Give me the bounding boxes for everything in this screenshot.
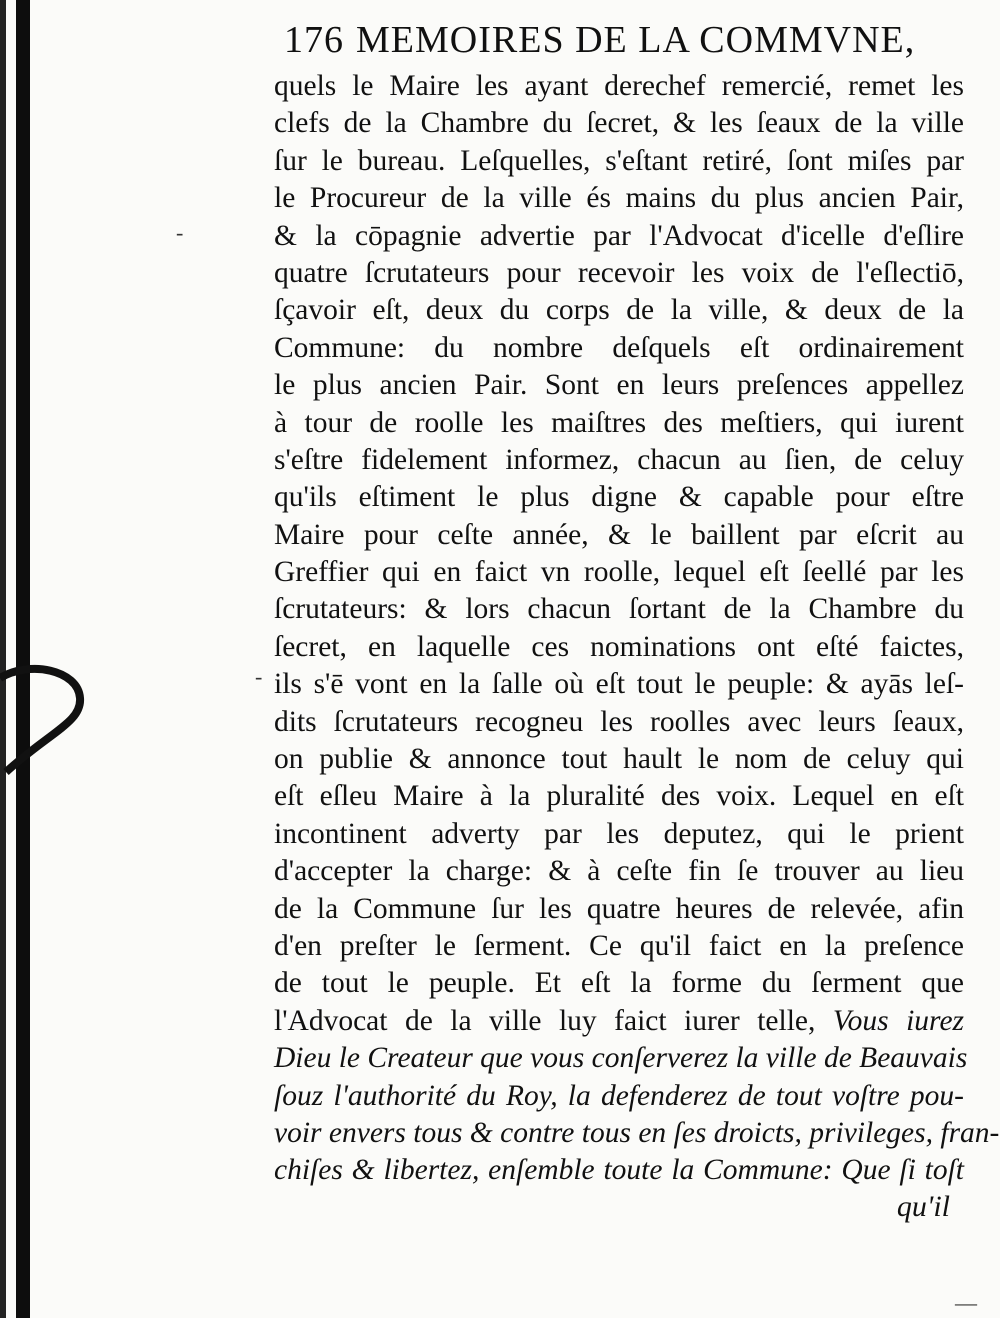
running-title: MEMOIRES DE LA COMMVNE, (356, 19, 916, 61)
text-line: Maire pour ceſte année, & le baillent par eſcrit au (274, 518, 964, 551)
text-line: d'accepter la charge: & à ceſte fin ſe trouver au lieu (274, 855, 964, 888)
margin-mark: ‐ (176, 220, 184, 245)
text-line: clefs de la Chambre du ſecret, & les ſeaux de la ville (274, 107, 964, 140)
text-line: l'Advocat de la ville luy faict iurer telle, (274, 1004, 816, 1037)
text-line: ſçavoir eſt, deux du corps de la ville, & deux de la (274, 294, 964, 327)
oath-line: voir envers tous & contre tous en ſes droicts, privileges, fran- (274, 1116, 1000, 1149)
binding-edge (0, 0, 6, 1318)
text-line: on publie & annonce tout hault le nom de celuy qui (274, 743, 964, 776)
text-line: eſt eſleu Maire à la pluralité des voix. Lequel en eſt (274, 780, 964, 813)
text-line: d'en preſter le ſerment. Ce qu'il faict en la preſence (274, 929, 964, 962)
text-line: de la Commune ſur les quatre heures de relevée, afin (274, 892, 964, 925)
margin-mark: - (255, 664, 263, 689)
text-line: s'eſtre fidelement informez, chacun au ſien, de celuy (274, 443, 964, 476)
text-line: ſcrutateurs: & lors chacun ſortant de la Chambre du (274, 593, 964, 626)
text-line: incontinent adverty par les deputez, qui le prient (274, 817, 964, 850)
running-header (284, 18, 964, 66)
text-line: qu'ils eſtiment le plus digne & capable pour eſtre (274, 481, 964, 514)
oath-line: chiſes & libertez, enſemble toute la Commune: Que ſi toſt (274, 1154, 964, 1187)
text-line: quatre ſcrutateurs pour recevoir les voix de l'eſlectiō, (274, 256, 964, 289)
oath-intro-line (274, 1003, 964, 1040)
page-number: 176 (284, 19, 344, 61)
text-line: ſur le bureau. Leſquelles, s'eſtant retiré, ſont miſes par (274, 144, 964, 177)
oath-line: ſouz l'authorité du Roy, la defenderez de tout voſtre pou- (274, 1079, 964, 1112)
margin-mark: — (955, 1290, 977, 1315)
text-line: Greffier qui en faict vn roolle, lequel eſt ſeellé par les (274, 556, 964, 589)
text-line: ils s'ē vont en la ſalle où eſt tout le peuple: & ayās leſ- (274, 668, 964, 701)
text-line: ſecret, en laquelle ces nominations ont eſté faictes, (274, 630, 964, 663)
catchword: qu'il (896, 1190, 950, 1223)
text-line: Commune: du nombre deſquels eſt ordinairement (274, 331, 964, 364)
text-line: dits ſcrutateurs recogneu les roolles avec leurs ſeaux, (274, 705, 964, 738)
paper-clip-icon (0, 660, 90, 780)
binding-shadow (16, 0, 30, 1318)
oath-line: Dieu le Createur que vous conſerverez la ville de Beauvais (274, 1042, 968, 1075)
oath-start: Vous iurez (832, 1004, 965, 1037)
body-text (274, 68, 1000, 1190)
text-line: le Procureur de la ville és mains du plus ancien Pair, (274, 182, 964, 215)
text-line: de tout le peuple. Et eſt la forme du ſerment que (274, 967, 964, 1000)
text-line: quels le Maire les ayant derechef remercié, remet les (274, 70, 964, 102)
text-line: le plus ancien Pair. Sont en leurs preſences appellez (274, 369, 964, 402)
text-line: & la cōpagnie advertie par l'Advocat d'icelle d'eſlire (274, 219, 964, 252)
text-line: à tour de roolle les maiſtres des meſtiers, qui iurent (274, 406, 964, 439)
